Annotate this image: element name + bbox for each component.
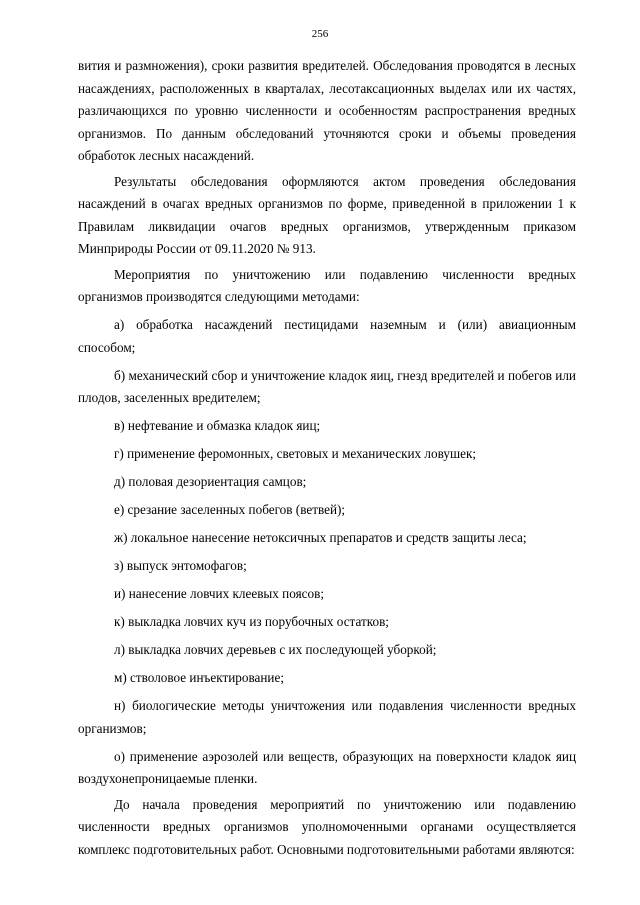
paragraph-methods-intro: Мероприятия по уничтожению или подавлению численности вредных организмов производятся следующими методами: xyxy=(78,266,576,304)
list-item-i: и) нанесение ловчих клеевых поясов; xyxy=(114,586,324,601)
list-item-o: о) применение аэрозолей или веществ, образующих на поверхности кладок яиц воздухонепроницаемые пленки. xyxy=(78,748,576,786)
list-item-zh: ж) локальное нанесение нетоксичных препаратов и средств защиты леса; xyxy=(114,530,527,545)
page-number: 256 xyxy=(311,28,329,40)
list-item-n: н) биологические методы уничтожения или подавления численности вредных организмов; xyxy=(78,698,576,736)
list-item-b: б) механический сбор и уничтожение кладок яиц, гнезд вредителей и побегов или плодов, заселенных вредителем; xyxy=(78,367,576,405)
list-item-e: е) срезание заселенных побегов (ветвей); xyxy=(114,502,346,517)
list-item-l: л) выкладка ловчих деревьев с их последующей уборкой; xyxy=(114,642,437,657)
list-item-g: г) применение феромонных, световых и механических ловушек; xyxy=(114,446,477,461)
paragraph-survey-results: Результаты обследования оформляются актом проведения обследования насаждений в очагах вредных организмов по форме, приведенной в приложении 1 к Правилам ликвидации очагов вредных организмов, утвержденным приказом Минприроды России от 09.11.2020 № 913. xyxy=(78,173,576,256)
paragraph-preparatory-work: До начала проведения мероприятий по уничтожению или подавлению численности вредных организмов уполномоченными органами осуществляется комплекс подготовительных работ. Основными подготовительными работами являются: xyxy=(78,796,576,857)
list-item-a: а) обработка насаждений пестицидами наземным и (или) авиационным способом; xyxy=(78,317,576,355)
list-item-k: к) выкладка ловчих куч из порубочных остатков; xyxy=(114,614,389,629)
paragraph-continuation: вития и размножения), сроки развития вредителей. Обследования проводятся в лесных насаждениях, расположенных в кварталах, лесотаксационных выделах или их частях, различающихся по уровню численности и особенностям распространения вредных организмов. По данным обследований уточняются сроки и объемы проведения обработок лесных насаждений. xyxy=(78,58,576,163)
list-item-z: з) выпуск энтомофагов; xyxy=(114,558,247,573)
list-item-v: в) нефтевание и обмазка кладок яиц; xyxy=(114,418,321,433)
list-item-m: м) стволовое инъектирование; xyxy=(114,670,284,685)
list-item-d: д) половая дезориентация самцов; xyxy=(114,474,307,489)
document-body xyxy=(78,55,576,861)
